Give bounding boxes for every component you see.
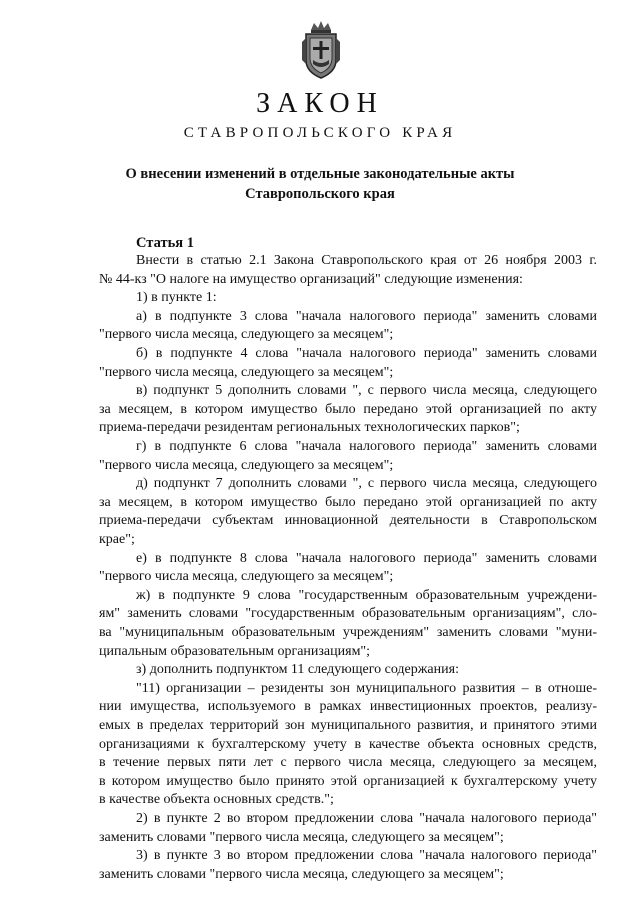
body-line: в течение первых пяти лет с первого числа месяца, следующего за месяцем, — [99, 755, 597, 771]
heading-line: Ставропольского края — [245, 186, 395, 202]
body-line: за месяцем, в котором имущество было передано этой организацией по акту — [99, 401, 597, 417]
body-line: Внести в статью 2.1 Закона Ставропольского края от 26 ноября 2003 г. — [136, 253, 597, 268]
body-line: "первого числа месяца, следующего за месяцем"; — [99, 569, 394, 585]
body-line: "первого числа месяца, следующего за месяцем"; — [99, 457, 394, 473]
body-line: а) в подпункте 3 слова "начала налогового периода" заменить словами — [136, 308, 597, 324]
body-line: ям" заменить словами "государственным образовательным организациям", сло- — [99, 606, 597, 622]
body-line: 2) в пункте 2 во втором предложении слова "начала налогового периода" — [136, 811, 597, 826]
document-title: ЗАКОН — [256, 88, 384, 119]
body-line: приема-передачи субъектам инновационной деятельности в Ставропольском — [99, 513, 597, 529]
heading-line: О внесении изменений в отдельные законодательные акты — [125, 166, 515, 182]
body-line: 1) в пункте 1: — [136, 290, 217, 306]
body-line: приема-передачи резидентам региональных технологических парков"; — [99, 420, 520, 436]
body-line: з) дополнить подпунктом 11 следующего содержания: — [136, 662, 459, 678]
coat-of-arms-emblem — [300, 20, 342, 82]
body-line: заменить словами "первого числа месяца, следующего за месяцем"; — [99, 829, 504, 845]
body-line: 3) в пункте 3 во втором предложении слова "начала налогового периода" — [136, 848, 597, 864]
body-line: "первого числа месяца, следующего за месяцем"; — [99, 364, 394, 380]
body-line: в качестве объекта основных средств."; — [99, 792, 334, 808]
body-line: организациями к бухгалтерскому учету в качестве объекта основных средств, — [99, 736, 597, 752]
body-line: ва "муниципальным образовательным учреждениям" заменить словами "муни- — [99, 625, 597, 640]
body-line: крае"; — [99, 532, 135, 547]
body-line: е) в подпункте 8 слова "начала налогового периода" заменить словами — [136, 550, 597, 566]
body-line: д) подпункт 7 дополнить словами ", с первого числа месяца, следующего — [136, 476, 597, 492]
body-line: № 44-кз "О налоге на имущество организаций" следующие изменения: — [99, 271, 523, 287]
article-title: Статья 1 — [136, 235, 194, 251]
body-line: б) в подпункте 4 слова "начала налогового периода" заменить словами — [136, 346, 597, 361]
body-line: в) подпункт 5 дополнить словами ", с первого числа месяца, следующего — [136, 383, 597, 399]
law-heading — [0, 164, 640, 204]
body-line: за месяцем, в котором имущество было передано этой организацией по акту — [99, 494, 597, 510]
body-line: в котором имущество было принято этой организацией к бухгалтерскому учету — [99, 773, 597, 789]
body-line: заменить словами "первого числа месяца, следующего за месяцем"; — [99, 866, 504, 882]
body-line: нии имущества, используемого в рамках инвестиционных проектов, реализу- — [99, 699, 597, 715]
document-subtitle: СТАВРОПОЛЬСКОГО КРАЯ — [183, 125, 457, 141]
body-line: ципальным образовательным организациям"; — [99, 643, 371, 659]
body-line: "первого числа месяца, следующего за месяцем"; — [99, 327, 394, 343]
body-line: емых в пределах территорий зон муниципального развития, и принятого этими — [99, 718, 597, 733]
body-line: г) в подпункте 6 слова "начала налогового периода" заменить словами — [136, 439, 597, 454]
body-line: "11) организации – резиденты зон муниципального развития – в отноше- — [136, 680, 597, 696]
body-line: ж) в подпункте 9 слова "государственным образовательным учреждени- — [136, 587, 597, 603]
